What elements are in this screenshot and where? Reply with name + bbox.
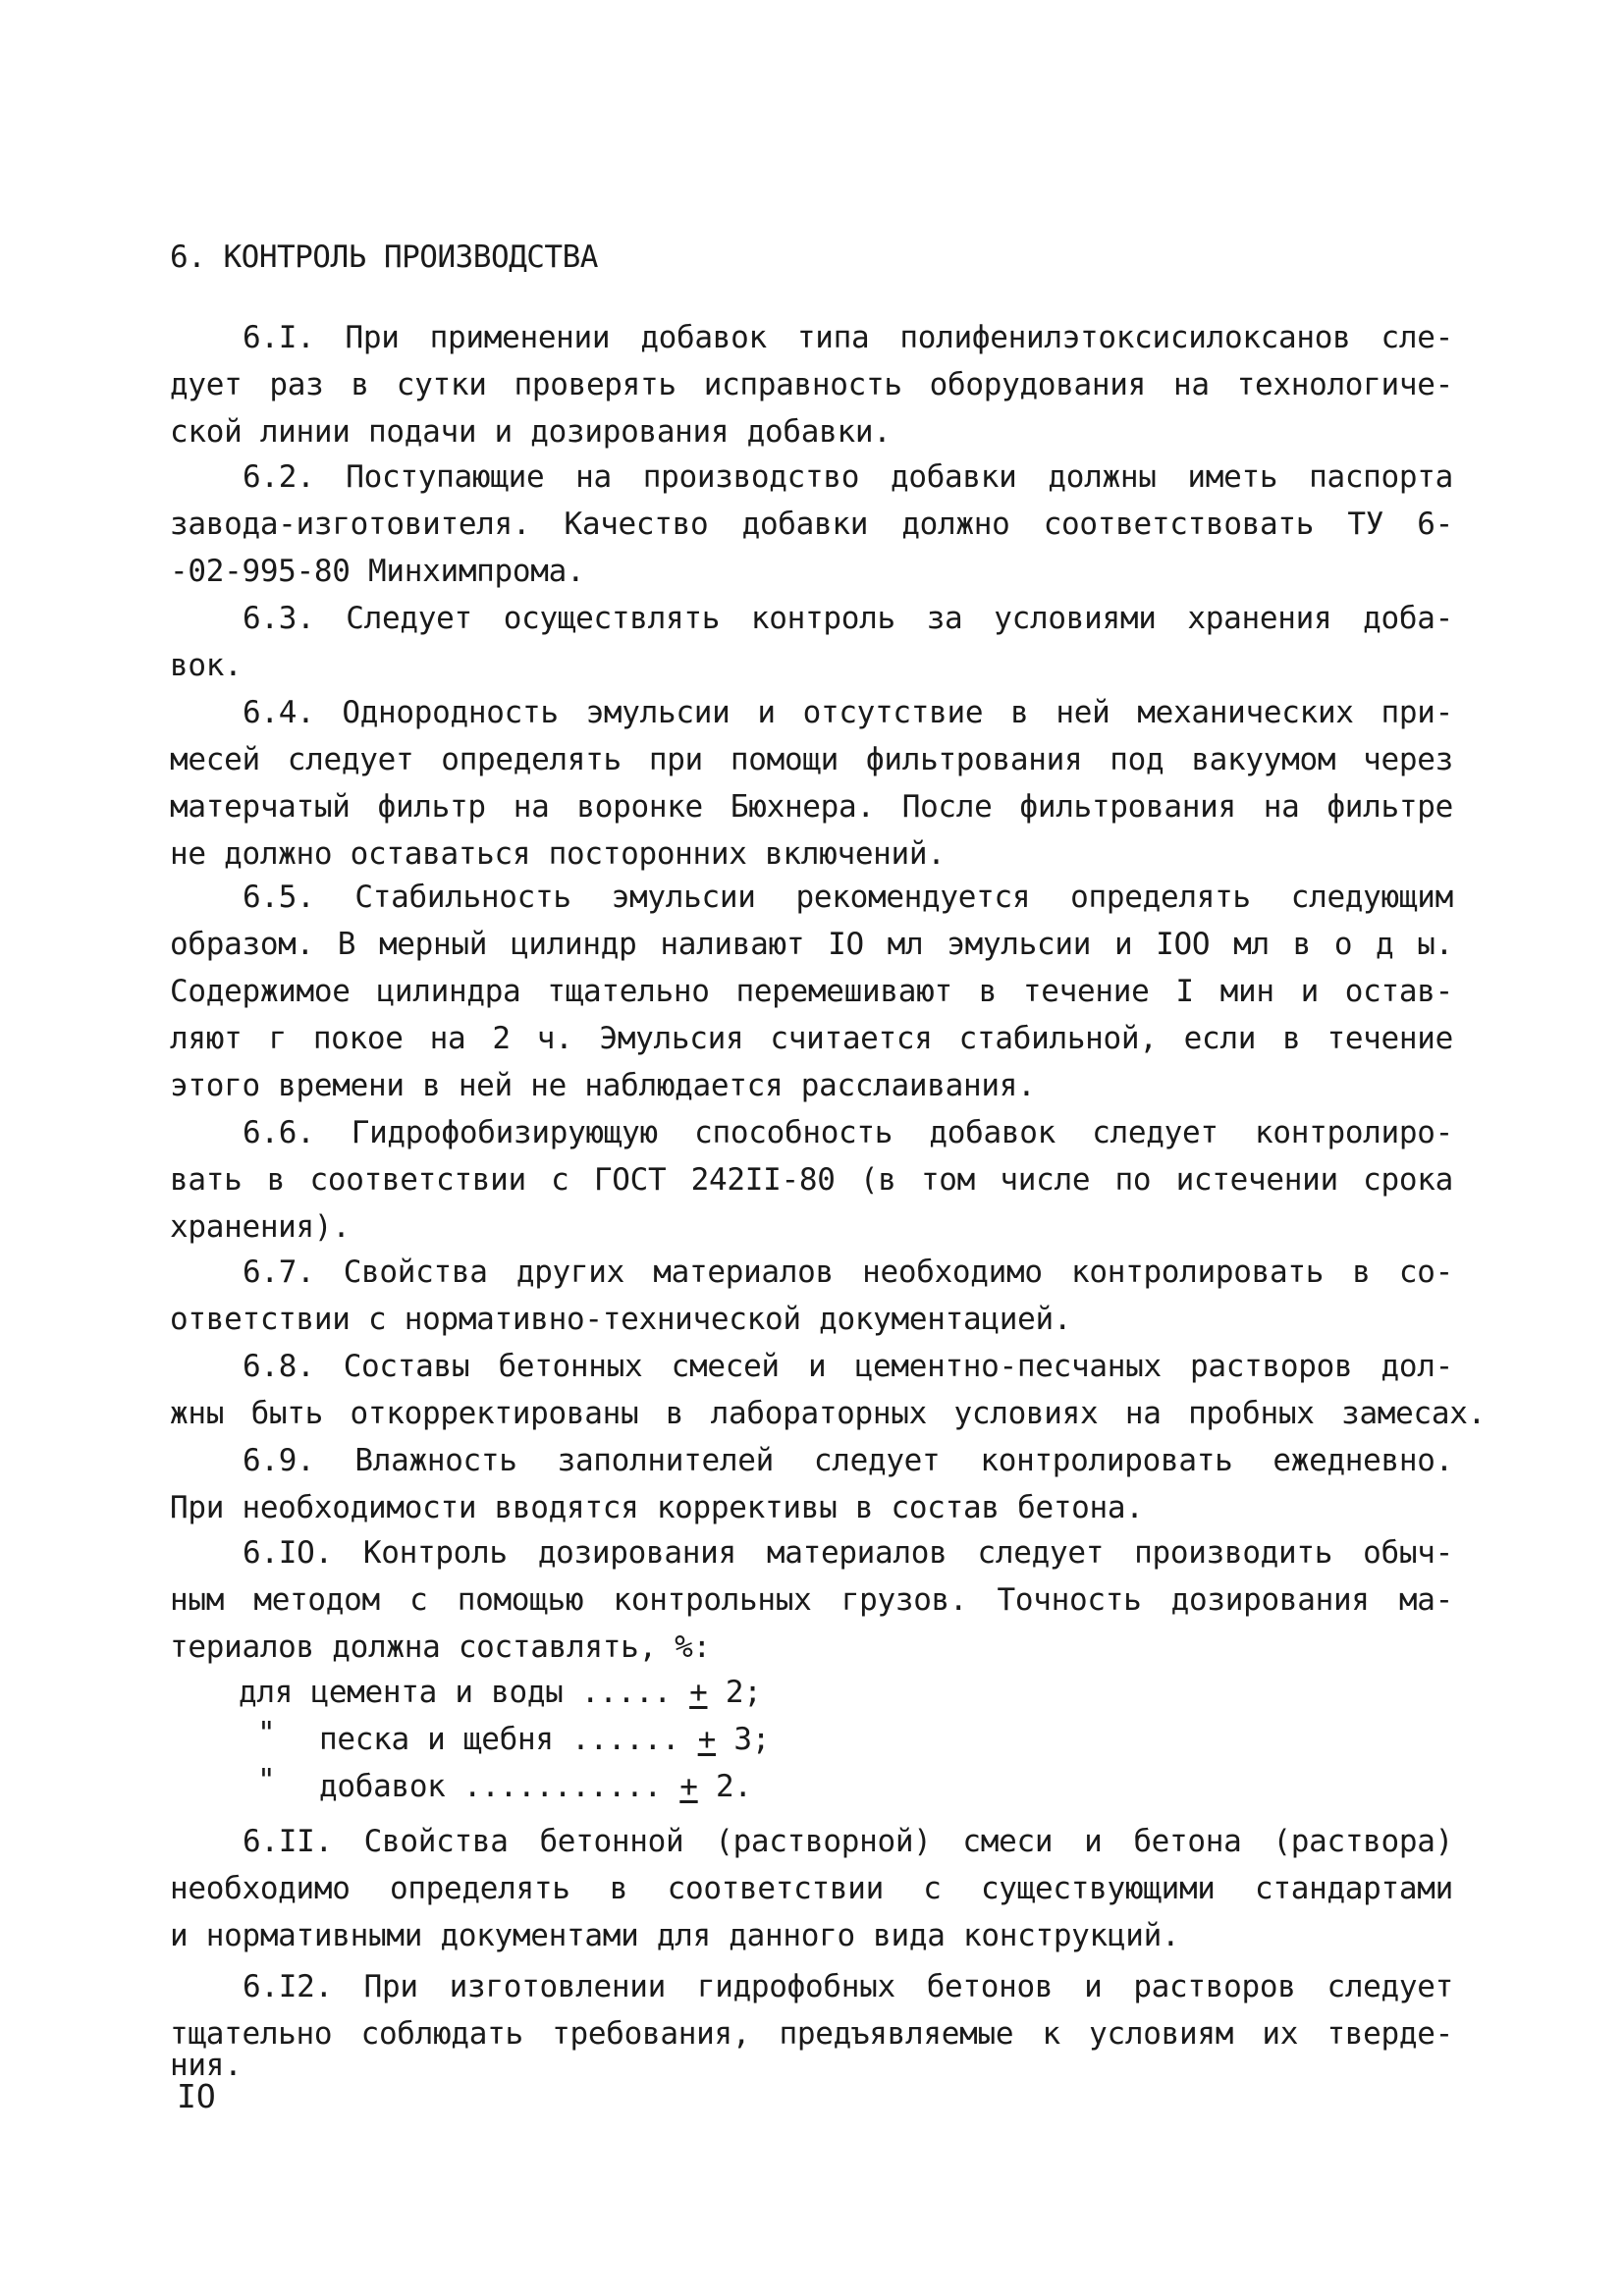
text-line: 6.4. Однородность эмульсии и отсутствие в ней механических при- — [243, 695, 1453, 730]
text-line: необходимо определять в соответствии с существующими стандартами — [170, 1871, 1453, 1906]
text-line: образом. В мерный цилиндр наливают IO мл эмульсии и IOO мл в о д ы. — [170, 927, 1453, 962]
dosing-item — [239, 1669, 762, 1716]
text-line: и нормативными документами для данного вида конструкций. — [170, 1918, 1180, 1953]
text-line: -02-995-80 Минхимпрома. — [170, 554, 585, 589]
text-line: тщательно соблюдать требования, предъявляемые к условиям их тверде- — [170, 2016, 1453, 2052]
plus-minus-sign: + — [697, 1722, 717, 1757]
plus-minus-sign: + — [679, 1769, 698, 1804]
dosing-item-value: 2; — [725, 1675, 762, 1710]
text-line: не должно оставаться посторонних включений. — [170, 836, 946, 872]
text-line: вать в соответствии с ГОСТ 242II-80 (в том числе по истечении срока — [170, 1162, 1453, 1198]
text-line: ляют г покое на 2 ч. Эмульсия считается стабильной, если в течение — [170, 1021, 1453, 1056]
text-line: хранения). — [170, 1209, 351, 1245]
text-line: 6.9. Влажность заполнителей следует контролировать ежедневно. — [243, 1443, 1453, 1478]
text-line: 6.8. Составы бетонных смесей и цементно-песчаных растворов дол- — [243, 1349, 1453, 1384]
text-line: 6.3. Следует осуществлять контроль за условиями хранения доба- — [243, 601, 1453, 636]
text-line: 6.IO. Контроль дозирования материалов следует производить обыч- — [243, 1535, 1453, 1571]
text-line: 6.5. Стабильность эмульсии рекомендуется определять следующим — [243, 880, 1453, 915]
text-line: дует раз в сутки проверять исправность оборудования на технологиче- — [170, 367, 1453, 402]
dosing-item-text: добавок ........... — [319, 1769, 662, 1804]
text-line: 6.I. При применении добавок типа полифенилэтоксисилоксанов сле- — [243, 320, 1453, 355]
text-line: жны быть откорректированы в лабораторных условиях на пробных замесах. — [170, 1396, 1486, 1431]
text-line: ния. — [170, 2048, 243, 2083]
text-line: месей следует определять при помощи фильтрования под вакуумом через — [170, 742, 1453, 777]
dosing-item-text: песка и щебня ...... — [319, 1722, 680, 1757]
text-line: 6.I2. При изготовлении гидрофобных бетонов и растворов следует — [243, 1969, 1453, 2004]
text-line: вок. — [170, 648, 243, 683]
ditto-mark: " — [257, 1763, 276, 1798]
text-line: 6.2. Поступающие на производство добавки должны иметь паспорта — [243, 459, 1453, 495]
text-line: 6.II. Свойства бетонной (растворной) смеси и бетона (раствора) — [243, 1824, 1453, 1859]
dosing-item-value: 2. — [716, 1769, 752, 1804]
text-line: завода-изготовителя. Качество добавки должно соответствовать ТУ 6- — [170, 507, 1453, 542]
text-line: ным методом с помощью контрольных грузов. Точность дозирования ма- — [170, 1582, 1453, 1618]
page-number: IO — [177, 2077, 216, 2115]
text-line: этого времени в ней не наблюдается расслаивания. — [170, 1068, 1036, 1103]
text-line: ответствии с нормативно-технической документацией. — [170, 1302, 1072, 1337]
dosing-item — [319, 1763, 752, 1810]
text-line: 6.7. Свойства других материалов необходимо контролировать в со- — [243, 1255, 1453, 1290]
dosing-item — [319, 1716, 770, 1763]
text-line: ской линии подачи и дозирования добавки. — [170, 414, 892, 450]
dosing-item-text: для цемента и воды ..... — [239, 1675, 672, 1710]
text-line: териалов должна составлять, %: — [170, 1629, 711, 1665]
dosing-item-value: 3; — [733, 1722, 771, 1757]
text-line: Содержимое цилиндра тщательно перемешивают в течение I мин и остав- — [170, 974, 1453, 1009]
text-line: матерчатый фильтр на воронке Бюхнера. После фильтрования на фильтре — [170, 789, 1453, 825]
ditto-mark: " — [257, 1716, 276, 1751]
section-title: 6. КОНТРОЛЬ ПРОИЗВОДСТВА — [170, 240, 598, 275]
text-line: 6.6. Гидрофобизирующую способность добавок следует контролиро- — [243, 1115, 1453, 1150]
text-line: При необходимости вводятся коррективы в состав бетона. — [170, 1490, 1144, 1525]
plus-minus-sign: + — [689, 1675, 708, 1710]
